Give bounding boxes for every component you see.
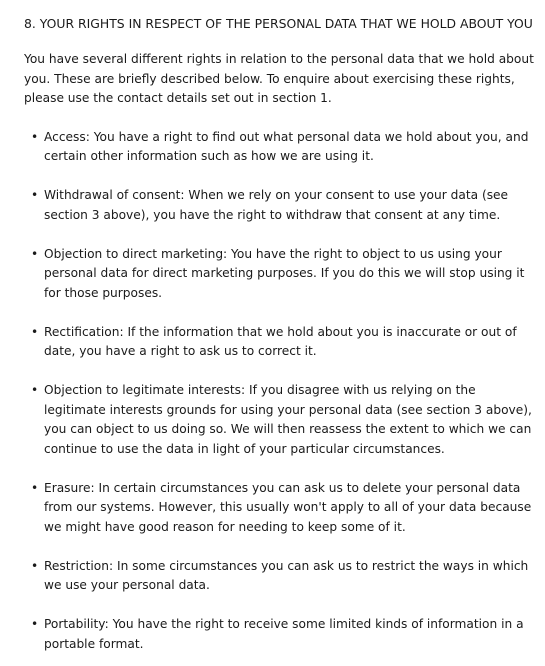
right-text: Portability: You have the right to receive some limited kinds of information in a portable format. [44,617,524,651]
bullet-icon: • [31,480,39,495]
rights-list [24,128,535,655]
right-access [24,128,535,167]
bullet-icon: • [31,558,39,573]
right-portability [24,615,535,654]
bullet-icon: • [31,246,39,261]
bullet-icon: • [31,383,39,397]
right-text: Withdrawal of consent: When we rely on your consent to use your data (see section 3 above), you have the right to withdraw that consent at any time. [44,188,509,222]
bullet-icon: • [31,129,39,144]
right-objection-direct-marketing [24,245,535,304]
right-withdrawal-of-consent [24,186,535,225]
intro-paragraph: You have several different rights in relation to the personal data that we hold about you. These are briefly described below. To enquire about exercising these rights, please use the contact details set out in section 1. [24,52,534,105]
right-text: Objection to legitimate interests: If you disagree with us relying on the legitimate interests grounds for using your personal data (see section 3 above), you can object to us doing so. We will then reassess the extent to which we can continue to use the data in light of your particular circumstances. [44,383,532,456]
right-text: Restriction: In some circumstances you can ask us to restrict the ways in which we use your personal data. [44,558,529,592]
right-text: Rectification: If the information that we hold about you is inaccurate or out of date, you have a right to ask us to correct it. [44,324,517,358]
right-erasure [24,479,535,538]
right-text: Access: You have a right to find out what personal data we hold about you, and certain other information such as how we are using it. [44,129,529,163]
right-rectification [24,323,535,362]
section-heading: 8. YOUR RIGHTS IN RESPECT OF THE PERSONAL DATA THAT WE HOLD ABOUT YOU [24,16,533,31]
right-text: Erasure: In certain circumstances you can ask us to delete your personal data from our systems. However, this usually won't apply to all of your data because we might have good reason for needing to keep some of it. [44,480,532,534]
bullet-icon: • [31,617,39,631]
right-objection-legitimate-interests [24,381,535,459]
right-restriction [24,557,535,596]
right-text: Objection to direct marketing: You have the right to object to us using your personal data for direct marketing purposes. If you do this we will stop using it for those purposes. [44,246,525,300]
bullet-icon: • [31,188,39,202]
bullet-icon: • [31,324,39,339]
